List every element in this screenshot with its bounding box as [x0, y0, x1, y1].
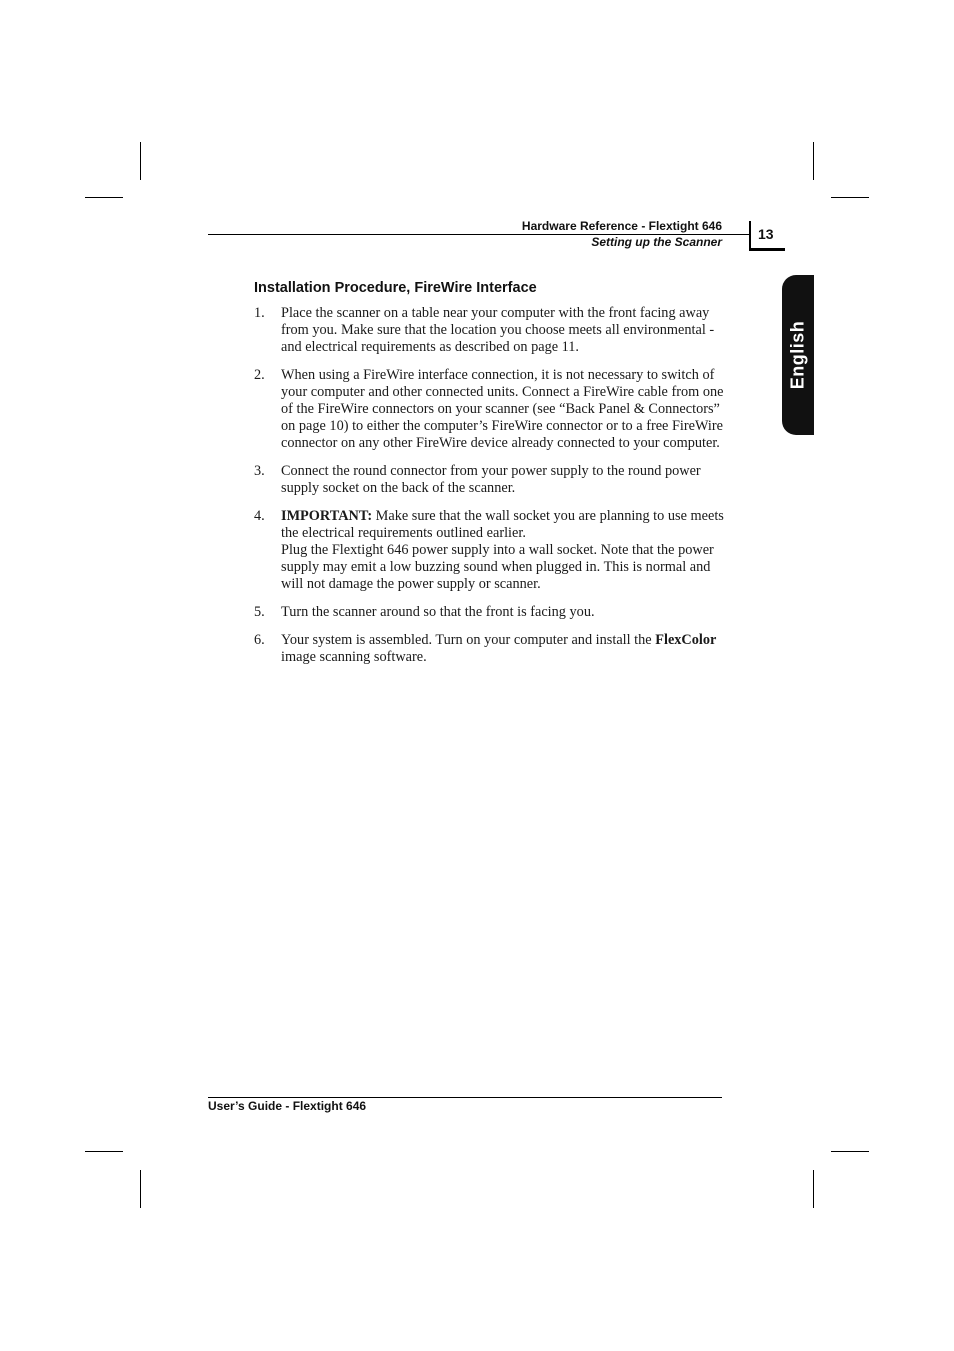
- step-number: 1.: [254, 305, 265, 321]
- crop-mark: [831, 1151, 869, 1152]
- language-tab: [782, 275, 814, 435]
- step-number: 4.: [254, 508, 265, 524]
- step-text: Make sure that the wall socket you are planning to use meets the electrical requirements outlined earlier.: [281, 508, 724, 541]
- procedure-list: [254, 305, 724, 677]
- step-text: Turn the scanner around so that the front is facing you.: [281, 604, 595, 620]
- header-rule: [208, 234, 750, 235]
- step-body: [281, 632, 724, 666]
- step-text: Connect the round connector from your power supply to the round power supply socket on the back of the scanner.: [281, 463, 701, 496]
- list-item: [254, 632, 724, 666]
- crop-mark: [140, 142, 141, 180]
- step-number: 3.: [254, 463, 265, 479]
- page-number: 13: [758, 226, 774, 242]
- running-footer: User’s Guide - Flextight 646: [208, 1099, 367, 1113]
- step-number: 2.: [254, 367, 265, 383]
- crop-mark: [85, 197, 123, 198]
- step-text: Your system is assembled. Turn on your computer and install the: [281, 632, 656, 648]
- step-emphasis: IMPORTANT:: [281, 508, 373, 524]
- crop-mark: [140, 1170, 141, 1208]
- language-tab-label: English: [787, 320, 808, 390]
- running-head-title: Hardware Reference - Flextight 646: [521, 219, 722, 233]
- crop-mark: [85, 1151, 123, 1152]
- list-item: [254, 508, 724, 593]
- step-text: Place the scanner on a table near your computer with the front facing away from you. Make sure that the location you choose meets all environmental - and electrical requirements as described on page 11.: [281, 305, 715, 355]
- section-heading: Installation Procedure, FireWire Interface: [254, 280, 537, 296]
- step-text-continued: Plug the Flextight 646 power supply into a wall socket. Note that the power supply may emit a low buzzing sound when plugged in. This is normal and will not damage the power supply or scanner.: [281, 542, 714, 592]
- list-item: [254, 367, 724, 452]
- list-item: [254, 604, 724, 621]
- crop-mark: [831, 197, 869, 198]
- crop-mark: [813, 1170, 814, 1208]
- step-number: 6.: [254, 632, 265, 648]
- list-item: [254, 463, 724, 497]
- software-name: FlexColor: [655, 632, 717, 648]
- step-body: [281, 508, 724, 593]
- step-text: When using a FireWire interface connection, it is not necessary to switch of your computer and other connected units. Connect a FireWire cable from one of the FireWire connectors on your scanner (see “Back Panel & Connectors” on page 10) to either the computer’s FireWire connector or to a free FireWire connector on any other FireWire device already connected to your computer.: [281, 367, 724, 451]
- crop-mark: [813, 142, 814, 180]
- step-number: 5.: [254, 604, 265, 620]
- step-text-continued: image scanning software.: [281, 649, 427, 665]
- list-item: [254, 305, 724, 356]
- running-head-subtitle: Setting up the Scanner: [591, 235, 722, 249]
